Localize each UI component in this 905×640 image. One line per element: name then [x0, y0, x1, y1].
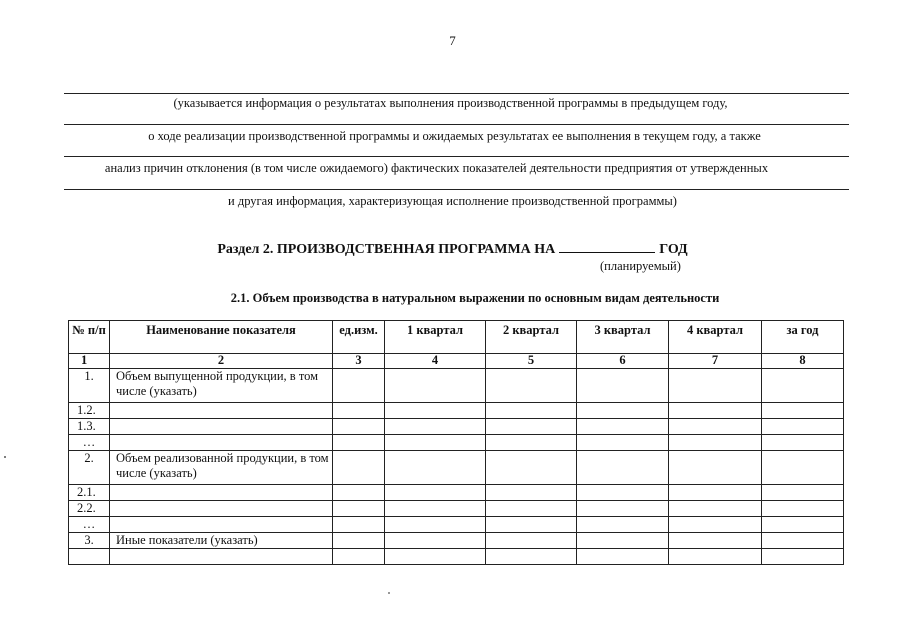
row-number: 1.2.	[69, 403, 110, 419]
cell-q2[interactable]	[486, 485, 577, 501]
cell-q3[interactable]	[577, 533, 669, 549]
cell-q3[interactable]	[577, 549, 669, 565]
cell-year[interactable]	[762, 403, 844, 419]
cell-q3[interactable]	[577, 485, 669, 501]
cell-q1[interactable]	[385, 533, 486, 549]
section-title-end: ГОД	[659, 242, 688, 257]
row-indicator-name[interactable]	[110, 549, 333, 565]
row-number: 2.1.	[69, 485, 110, 501]
cell-q1[interactable]	[385, 451, 486, 485]
cell-unit[interactable]	[333, 533, 385, 549]
cell-q4[interactable]	[669, 419, 762, 435]
description-line-3: анализ причин отклонения (в том числе ожидаемого) фактических показателей деятельности предприятия от утвержденных	[104, 161, 769, 175]
cell-q1[interactable]	[385, 501, 486, 517]
row-number: 1.	[69, 369, 110, 403]
table-row	[69, 517, 844, 533]
page-number: 7	[449, 33, 456, 48]
cell-unit[interactable]	[333, 403, 385, 419]
fill-line-4	[64, 189, 849, 190]
cell-q3[interactable]	[577, 517, 669, 533]
table-row	[69, 403, 844, 419]
cell-q2[interactable]	[486, 369, 577, 403]
description-line-1: (указывается информация о результатах выполнения производственной программы в предыдущем году,	[173, 96, 728, 110]
cell-q2[interactable]	[486, 419, 577, 435]
cell-unit[interactable]	[333, 369, 385, 403]
cell-q4[interactable]	[669, 533, 762, 549]
header-indicator-name: Наименование показателя	[110, 321, 333, 354]
cell-year[interactable]	[762, 549, 844, 565]
cell-q2[interactable]	[486, 501, 577, 517]
section-title-start: Раздел 2. ПРОИЗВОДСТВЕННАЯ ПРОГРАММА НА	[217, 242, 556, 257]
cell-year[interactable]	[762, 369, 844, 403]
description-line-4: и другая информация, характеризующая исполнение производственной программы)	[228, 194, 677, 208]
row-indicator-name: Объем реализованной продукции, в том числе (указать)	[110, 451, 333, 485]
cell-q2[interactable]	[486, 451, 577, 485]
cell-q1[interactable]	[385, 403, 486, 419]
table-row	[69, 533, 844, 549]
cell-q4[interactable]	[669, 369, 762, 403]
header-q4: 4 квартал	[669, 321, 762, 354]
cell-year[interactable]	[762, 501, 844, 517]
row-indicator-name: Объем выпущенной продукции, в том числе (указать)	[110, 369, 333, 403]
cell-q1[interactable]	[385, 419, 486, 435]
column-number: 5	[486, 354, 577, 369]
cell-q2[interactable]	[486, 435, 577, 451]
cell-q3[interactable]	[577, 403, 669, 419]
section-title	[0, 240, 905, 258]
column-number: 6	[577, 354, 669, 369]
header-unit: ед.изм.	[333, 321, 385, 354]
row-indicator-name[interactable]	[110, 485, 333, 501]
row-number: …	[69, 517, 110, 533]
header-year: за год	[762, 321, 844, 354]
cell-q1[interactable]	[385, 517, 486, 533]
cell-unit[interactable]	[333, 451, 385, 485]
cell-q2[interactable]	[486, 517, 577, 533]
cell-q3[interactable]	[577, 501, 669, 517]
fill-line-3	[64, 156, 849, 157]
cell-unit[interactable]	[333, 517, 385, 533]
row-indicator-name[interactable]	[110, 517, 333, 533]
row-indicator-name[interactable]	[110, 419, 333, 435]
column-number: 4	[385, 354, 486, 369]
description-line-2: о ходе реализации производственной программы и ожидаемых результатах ее выполнения в текущем году, а также	[148, 129, 761, 143]
scan-speck	[4, 456, 6, 458]
row-indicator-name[interactable]	[110, 501, 333, 517]
cell-unit[interactable]	[333, 485, 385, 501]
cell-year[interactable]	[762, 485, 844, 501]
row-number: 3.	[69, 533, 110, 549]
subsection-title: 2.1. Объем производства в натуральном выражении по основным видам деятельности	[230, 291, 720, 305]
row-number: 1.3.	[69, 419, 110, 435]
cell-q2[interactable]	[486, 533, 577, 549]
cell-year[interactable]	[762, 419, 844, 435]
cell-unit[interactable]	[333, 549, 385, 565]
row-indicator-name[interactable]	[110, 403, 333, 419]
cell-q4[interactable]	[669, 549, 762, 565]
table-row	[69, 485, 844, 501]
row-indicator-name: Иные показатели (указать)	[110, 533, 333, 549]
table-row	[69, 419, 844, 435]
column-number-row	[69, 354, 844, 369]
row-number: 2.2.	[69, 501, 110, 517]
cell-q3[interactable]	[577, 419, 669, 435]
cell-q1[interactable]	[385, 435, 486, 451]
cell-year[interactable]	[762, 451, 844, 485]
column-number: 8	[762, 354, 844, 369]
column-number: 1	[69, 354, 110, 369]
header-q1: 1 квартал	[385, 321, 486, 354]
cell-q3[interactable]	[577, 435, 669, 451]
cell-q1[interactable]	[385, 549, 486, 565]
table-row	[69, 501, 844, 517]
cell-year[interactable]	[762, 517, 844, 533]
table-header-row	[69, 321, 844, 354]
cell-q1[interactable]	[385, 485, 486, 501]
column-number: 2	[110, 354, 333, 369]
production-volume-table	[68, 320, 844, 565]
table-row	[69, 549, 844, 565]
column-number: 3	[333, 354, 385, 369]
year-blank-field[interactable]	[559, 240, 655, 253]
cell-q2[interactable]	[486, 549, 577, 565]
planned-note: (планируемый)	[600, 259, 681, 273]
table-row	[69, 369, 844, 403]
row-indicator-name[interactable]	[110, 435, 333, 451]
row-number: 2.	[69, 451, 110, 485]
cell-unit[interactable]	[333, 419, 385, 435]
cell-q4[interactable]	[669, 403, 762, 419]
fill-line-1	[64, 93, 849, 94]
cell-q4[interactable]	[669, 501, 762, 517]
row-number	[69, 549, 110, 565]
cell-q4[interactable]	[669, 485, 762, 501]
cell-q1[interactable]	[385, 369, 486, 403]
table-row	[69, 451, 844, 485]
cell-q3[interactable]	[577, 451, 669, 485]
header-q3: 3 квартал	[577, 321, 669, 354]
cell-unit[interactable]	[333, 501, 385, 517]
cell-q3[interactable]	[577, 369, 669, 403]
table-row	[69, 435, 844, 451]
cell-q4[interactable]	[669, 517, 762, 533]
cell-q4[interactable]	[669, 451, 762, 485]
header-q2: 2 квартал	[486, 321, 577, 354]
header-number: № п/п	[69, 321, 110, 354]
cell-q4[interactable]	[669, 435, 762, 451]
scan-speck	[388, 592, 390, 594]
column-number: 7	[669, 354, 762, 369]
fill-line-2	[64, 124, 849, 125]
cell-year[interactable]	[762, 533, 844, 549]
cell-year[interactable]	[762, 435, 844, 451]
cell-unit[interactable]	[333, 435, 385, 451]
row-number: …	[69, 435, 110, 451]
cell-q2[interactable]	[486, 403, 577, 419]
